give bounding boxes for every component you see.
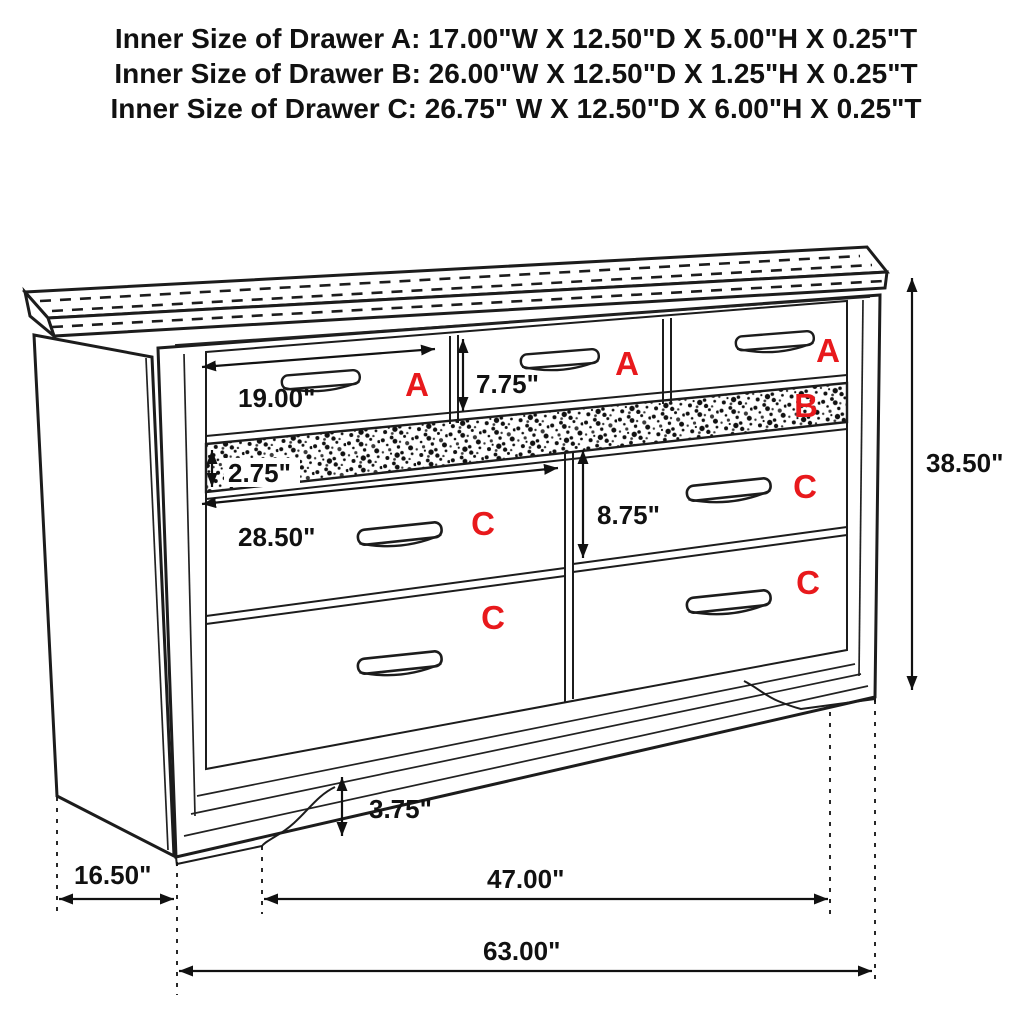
header-spec-text	[111, 23, 922, 124]
dim-label-drawer-a-width: 19.00"	[238, 383, 316, 413]
dim-label-foot-height: 3.75"	[369, 794, 432, 824]
drawer-c-top-right-letter: C	[793, 468, 817, 505]
dim-label-feet-inner-span: 47.00"	[487, 864, 565, 894]
dim-label-side-depth: 16.50"	[74, 860, 152, 890]
dim-label-drawer-c-height: 8.75"	[597, 500, 660, 530]
drawer-a1-letter: A	[405, 366, 429, 403]
drawer-a3-letter: A	[816, 332, 840, 369]
drawer-a2-letter: A	[615, 345, 639, 382]
drawer-c-spec: Inner Size of Drawer C: 26.75" W X 12.50"D X 6.00"H X 0.25"T	[110, 93, 922, 124]
dim-label-drawer-c-width: 28.50"	[238, 522, 316, 552]
drawer-c-top-left-letter: C	[471, 505, 495, 542]
dim-label-drawer-a-height: 7.75"	[476, 369, 539, 399]
drawer-b-spec: Inner Size of Drawer B: 26.00"W X 12.50"D X 1.25"H X 0.25"T	[114, 58, 918, 89]
drawer-c-bottom-right-letter: C	[796, 564, 820, 601]
trim-band-b-letter: B	[794, 387, 818, 424]
dim-label-trim-band-height: 2.75"	[228, 458, 291, 488]
dim-label-overall-width: 63.00"	[483, 936, 561, 966]
drawer-c-bottom-left-letter: C	[481, 599, 505, 636]
dresser-drawing	[25, 247, 887, 866]
dresser-left-side-panel	[34, 335, 174, 856]
drawer-a-spec: Inner Size of Drawer A: 17.00"W X 12.50"D X 5.00"H X 0.25"T	[114, 23, 918, 54]
dim-label-overall-height: 38.50"	[926, 448, 1004, 478]
